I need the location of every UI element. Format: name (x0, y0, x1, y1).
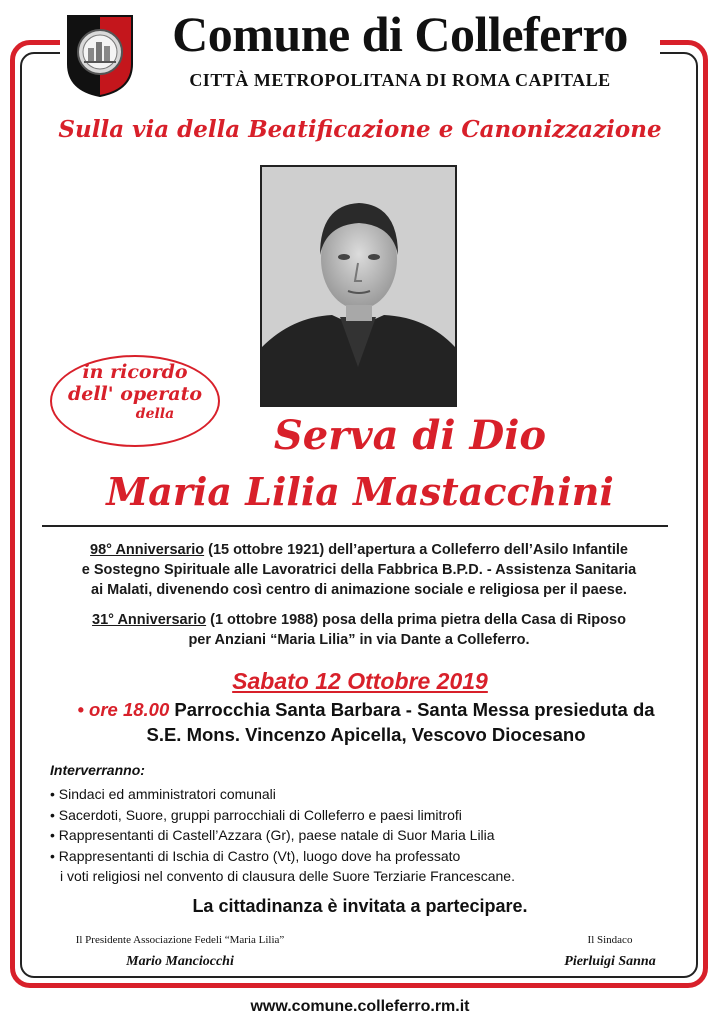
list-item: • Rappresentanti di Castell’Azzara (Gr), paese natale di Suor Maria Lilia (50, 827, 495, 843)
oval-line-2: dell' operato (67, 383, 203, 405)
municipal-crest-icon (66, 14, 134, 98)
anniversary-31-label: 31° Anniversario (92, 612, 207, 628)
tagline: Sulla via della Beatificazione e Canonizzazione (58, 116, 662, 143)
event-date-text: Sabato 12 Ottobre 2019 (232, 668, 488, 694)
event-date (40, 668, 680, 695)
anniversary-31 (46, 610, 672, 650)
mayor-role: Il Sindaco (587, 934, 633, 946)
list-item: i voti religiosi nel convento di clausura delle Suore Terziarie Francescane. (60, 868, 515, 884)
interverranno-label: Interverranno: (50, 762, 145, 778)
participants-list (50, 784, 670, 887)
anniversary-31-line2: per Anziani “Maria Lilia” in via Dante a Colleferro. (188, 632, 530, 648)
event-time: • ore 18.00 (77, 699, 170, 720)
anniversary-98 (46, 540, 672, 600)
portrait-photo (260, 165, 457, 407)
invitation-text: La cittadinanza è invitata a partecipare. (192, 896, 528, 916)
mayor-name: Pierluigi Sanna (564, 954, 656, 969)
website-link[interactable]: www.comune.colleferro.rm.it (250, 998, 470, 1015)
list-item: • Sacerdoti, Suore, gruppi parrocchiali di Colleferro e paesi limitrofi (50, 806, 462, 823)
anniversary-98-line1: (15 ottobre 1921) dell’apertura a Colleferro dell’Asilo Infantile (204, 542, 628, 558)
heading-line-2: Maria Lilia Mastacchini (106, 469, 614, 514)
event-line-1: Parrocchia Santa Barbara - Santa Messa presieduta da (169, 699, 655, 720)
president-role: Il Presidente Associazione Fedeli “Maria Lilia” (75, 934, 285, 946)
heading-line-1: Serva di Dio (273, 412, 547, 459)
anniversary-98-label: 98° Anniversario (90, 542, 205, 558)
divider (42, 525, 668, 527)
event-details (46, 697, 686, 747)
oval-line-1: in ricordo (82, 361, 188, 383)
page-title: Comune di Colleferro (172, 6, 628, 62)
page-subtitle: CITTÀ METROPOLITANA DI ROMA CAPITALE (189, 70, 611, 90)
anniversary-98-line3: ai Malati, divenendo così centro di animazione sociale e religiosa per il paese. (91, 582, 627, 598)
anniversary-98-line2: e Sostegno Spirituale alle Lavoratrici della Fabbrica B.P.D. - Assistenza Sanitaria (81, 562, 637, 578)
signature-mayor (520, 934, 700, 970)
anniversary-31-line1: (1 ottobre 1988) posa della prima pietra della Casa di Riposo (206, 612, 626, 628)
list-item: • Rappresentanti di Ischia di Castro (Vt), luogo dove ha professato (50, 847, 461, 864)
president-name: Mario Manciocchi (126, 954, 234, 969)
event-line-2: S.E. Mons. Vincenzo Apicella, Vescovo Diocesano (146, 724, 586, 745)
signature-president (40, 934, 320, 970)
oval-line-3: della (135, 406, 175, 422)
list-item: • Sindaci ed amministratori comunali (50, 786, 276, 802)
